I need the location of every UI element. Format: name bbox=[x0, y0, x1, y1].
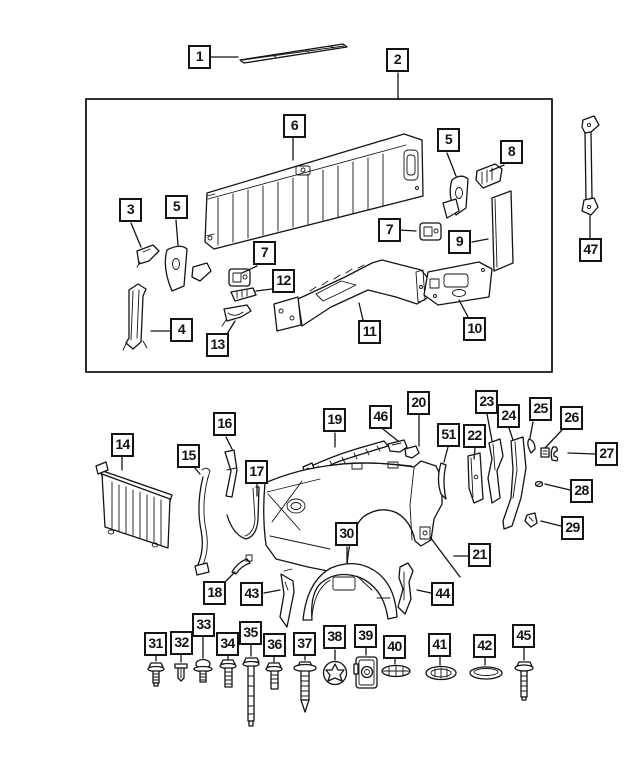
leader-line-15 bbox=[194, 467, 200, 474]
fastener-bolt-37 bbox=[294, 662, 316, 712]
callout-46[interactable]: 46 bbox=[369, 405, 392, 429]
callout-45[interactable]: 45 bbox=[512, 624, 535, 648]
part-bracket-44 bbox=[398, 563, 413, 614]
leader-line-29 bbox=[541, 521, 561, 526]
fastener-push-nut-38 bbox=[324, 662, 347, 685]
callout-1[interactable]: 1 bbox=[188, 45, 211, 69]
callout-16[interactable]: 16 bbox=[213, 412, 236, 436]
part-sliver-25 bbox=[528, 439, 535, 453]
leader-line-9 bbox=[472, 239, 488, 242]
callout-33[interactable]: 33 bbox=[192, 613, 215, 637]
part-sill-strip bbox=[240, 44, 347, 63]
part-clip-7-right bbox=[420, 223, 441, 240]
callout-36[interactable]: 36 bbox=[263, 633, 286, 657]
leader-line-11 bbox=[359, 303, 363, 320]
part-strip-16 bbox=[225, 450, 237, 497]
part-wheelhouse-liner-30 bbox=[303, 564, 397, 620]
callout-13[interactable]: 13 bbox=[206, 333, 229, 357]
callout-24[interactable]: 24 bbox=[497, 404, 520, 428]
part-clip-27 bbox=[551, 447, 557, 461]
leader-line-51 bbox=[444, 447, 448, 462]
callout-12[interactable]: 12 bbox=[272, 269, 295, 293]
part-floor-support-11 bbox=[274, 260, 427, 331]
callout-38[interactable]: 38 bbox=[323, 625, 346, 649]
leader-line-5 bbox=[447, 153, 456, 176]
callout-19[interactable]: 19 bbox=[323, 408, 346, 432]
leader-line-28 bbox=[545, 484, 570, 490]
callout-5[interactable]: 5 bbox=[165, 195, 188, 219]
leader-line-25 bbox=[530, 422, 533, 438]
callout-31[interactable]: 31 bbox=[144, 632, 167, 656]
callout-8[interactable]: 8 bbox=[500, 140, 523, 164]
fastener-rivet-32 bbox=[175, 664, 187, 681]
leader-line-12 bbox=[256, 289, 272, 291]
leader-line-5 bbox=[176, 220, 178, 245]
callout-6[interactable]: 6 bbox=[283, 114, 306, 138]
leader-line-16 bbox=[226, 437, 232, 449]
callout-7[interactable]: 7 bbox=[378, 218, 401, 242]
fastener-u-nut-39 bbox=[354, 657, 377, 688]
leader-line-26 bbox=[545, 430, 562, 448]
callout-4[interactable]: 4 bbox=[170, 318, 193, 342]
fastener-bolt-34 bbox=[220, 660, 236, 687]
callout-14[interactable]: 14 bbox=[111, 433, 134, 457]
callout-3[interactable]: 3 bbox=[119, 198, 142, 222]
callout-23[interactable]: 23 bbox=[475, 390, 498, 414]
part-clip-3 bbox=[137, 245, 159, 267]
callout-22[interactable]: 22 bbox=[463, 424, 486, 448]
part-bracket-46 bbox=[388, 440, 419, 458]
fastener-screw-33 bbox=[194, 660, 212, 683]
fastener-bolt-45 bbox=[515, 662, 533, 700]
callout-7[interactable]: 7 bbox=[253, 241, 276, 265]
callout-9[interactable]: 9 bbox=[448, 230, 471, 254]
callout-11[interactable]: 11 bbox=[358, 320, 381, 344]
callout-41[interactable]: 41 bbox=[428, 633, 451, 657]
callout-26[interactable]: 26 bbox=[560, 406, 583, 430]
callout-28[interactable]: 28 bbox=[570, 479, 593, 503]
part-pillar-23 bbox=[488, 439, 503, 503]
fastener-long-bolt-35 bbox=[243, 658, 259, 726]
part-bracket-29 bbox=[525, 513, 537, 527]
part-screw-28 bbox=[536, 482, 543, 487]
callout-40[interactable]: 40 bbox=[383, 635, 406, 659]
fastener-bolt-31 bbox=[148, 663, 164, 686]
leader-line-18 bbox=[226, 572, 235, 581]
callout-47[interactable]: 47 bbox=[579, 238, 602, 262]
callout-15[interactable]: 15 bbox=[177, 444, 200, 468]
callout-37[interactable]: 37 bbox=[293, 632, 316, 656]
part-reinforcement-22 bbox=[468, 453, 483, 503]
leader-line-46 bbox=[383, 429, 398, 441]
part-side-bracket-47 bbox=[582, 116, 599, 215]
part-side-inner-panel-14 bbox=[96, 462, 172, 548]
callout-10[interactable]: 10 bbox=[463, 317, 486, 341]
leader-line-24 bbox=[509, 428, 513, 440]
part-clip-26 bbox=[541, 448, 549, 457]
callout-43[interactable]: 43 bbox=[240, 582, 263, 606]
leader-line-44 bbox=[417, 590, 431, 593]
callout-2[interactable]: 2 bbox=[386, 48, 409, 72]
callout-25[interactable]: 25 bbox=[529, 397, 552, 421]
callout-20[interactable]: 20 bbox=[407, 391, 430, 415]
part-corner-bracket-right bbox=[443, 176, 468, 218]
part-pillar-24 bbox=[503, 437, 526, 529]
leader-line-43 bbox=[264, 590, 280, 593]
part-bracket-13 bbox=[222, 305, 251, 326]
leader-line-23 bbox=[487, 414, 492, 441]
leader-line-7 bbox=[399, 230, 416, 231]
callout-30[interactable]: 30 bbox=[335, 522, 358, 546]
fastener-plug-40 bbox=[382, 666, 410, 677]
part-filler-panel-9 bbox=[492, 191, 513, 271]
fastener-bolt-36 bbox=[266, 663, 282, 689]
part-corner-post-4 bbox=[123, 284, 147, 350]
leader-line-21 bbox=[430, 537, 460, 577]
callout-29[interactable]: 29 bbox=[561, 516, 584, 540]
callout-5[interactable]: 5 bbox=[437, 128, 460, 152]
part-hook-18 bbox=[232, 555, 252, 574]
fastener-plug-41 bbox=[426, 667, 456, 680]
part-side-outer-panel-21 bbox=[264, 461, 442, 573]
leader-line-10 bbox=[459, 300, 468, 317]
callout-32[interactable]: 32 bbox=[170, 631, 193, 655]
fastener-plug-42 bbox=[470, 667, 502, 679]
part-bracket-5-left bbox=[165, 246, 211, 291]
callout-27[interactable]: 27 bbox=[595, 442, 618, 466]
leader-line-3 bbox=[131, 223, 141, 247]
callout-34[interactable]: 34 bbox=[216, 632, 239, 656]
callout-17[interactable]: 17 bbox=[245, 460, 268, 484]
callout-39[interactable]: 39 bbox=[354, 624, 377, 648]
part-mounting-plate-10 bbox=[424, 262, 492, 305]
part-seal-strip-15 bbox=[195, 468, 210, 575]
leader-line-27 bbox=[568, 453, 595, 454]
callout-44[interactable]: 44 bbox=[431, 582, 454, 606]
part-bracket-43 bbox=[280, 569, 294, 627]
callout-18[interactable]: 18 bbox=[203, 581, 226, 605]
callout-51[interactable]: 51 bbox=[437, 423, 460, 447]
callout-35[interactable]: 35 bbox=[239, 621, 262, 645]
part-clip-7-left bbox=[229, 269, 250, 286]
callout-42[interactable]: 42 bbox=[473, 634, 496, 658]
part-bracket-12 bbox=[231, 288, 256, 301]
callout-21[interactable]: 21 bbox=[468, 543, 491, 567]
